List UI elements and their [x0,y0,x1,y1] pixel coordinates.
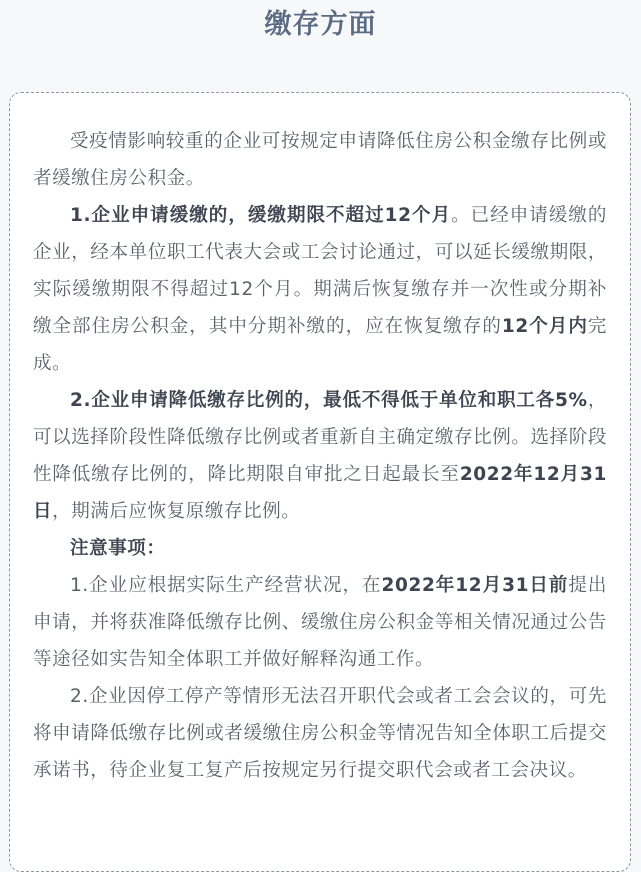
item-1-bold-mid: 12个月内 [501,316,588,337]
note-2-paragraph: 2.企业因停工停产等情形无法召开职代会或者工会会议的，可先将申请降低缴存比例或者缓缴住房公积金等情况告知全体职工后提交承诺书，待企业复工复产后按规定另行提交职代会或者工会决议。 [33,686,607,781]
item-2-bold-mid: 2022年12月31日 [33,464,607,522]
note-1-text-a: 1.企业应根据实际生产经营状况，在 [70,575,382,596]
item-1-text-a: 。已经申请缓缴的企业，经本单位职工代表大会或工会讨论通过，可以延长缓缴期限，实际缓缴期限不得超过12个月。期满后恢复缴存并一次性或分期补缴全部住房公积金，其中分期补缴的，应在恢复缴存的 [33,205,607,337]
item-2-text-a: ，可以选择阶段性降低缴存比例或者重新自主确定缴存比例。选择阶段性降低缴存比例的，降比期限自审批之日起最长至 [33,390,607,485]
item-1-bold-lead: 1.企业申请缓缴的，缓缴期限不超过12个月 [70,205,452,226]
item-2-bold-lead: 2.企业申请降低缴存比例的，最低不得低于单位和职工各5% [70,390,588,411]
note-1-text-b: 提出申请，并将获准降低缴存比例、缓缴住房公积金等相关情况通过公告等途径如实告知全体职工并做好解释沟通工作。 [33,575,608,670]
note-1-paragraph [33,567,607,678]
content-box [9,92,631,872]
intro-paragraph: 受疫情影响较重的企业可按规定申请降低住房公积金缴存比例或者缓缴住房公积金。 [33,131,607,189]
header [0,0,641,92]
item-2-paragraph [33,382,607,530]
item-1-paragraph [33,197,607,382]
page-title: 缴存方面 [264,9,377,40]
notes-heading: 注意事项： [70,538,166,559]
item-2-text-b: ，期满后应恢复原缴存比例。 [52,501,301,522]
notes-heading-paragraph [33,530,607,567]
note-1-bold-mid: 2022年12月31日前 [381,575,569,596]
item-1-text-b: 完成。 [33,316,607,374]
